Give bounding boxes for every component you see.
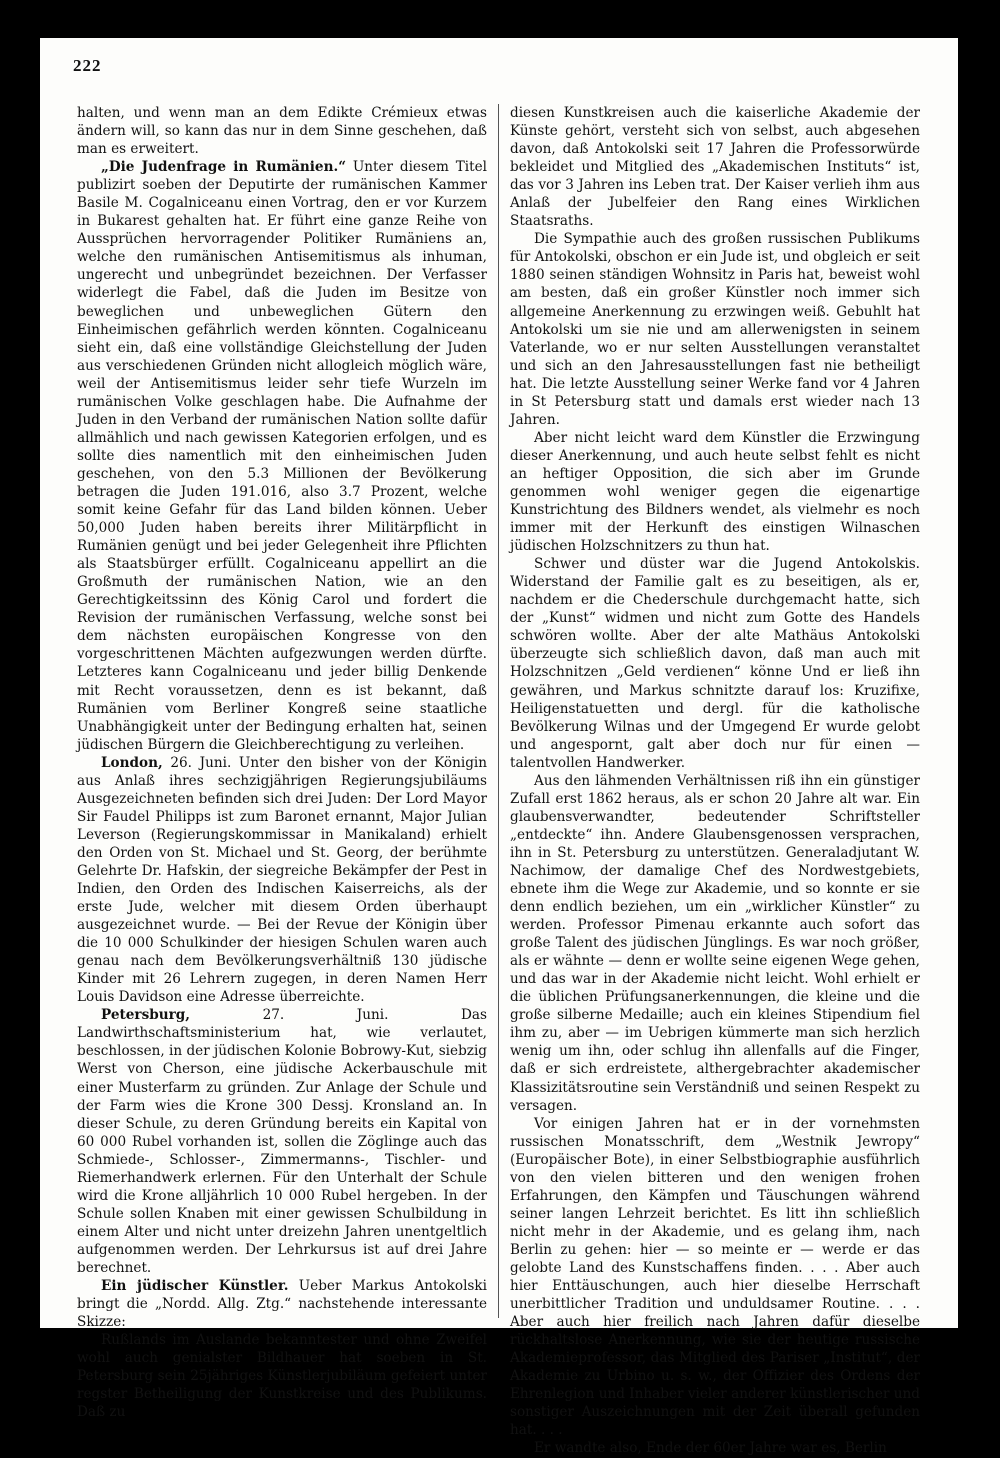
article-petersburg (77, 1006, 487, 1277)
column-divider (498, 104, 499, 1318)
article-london (77, 754, 487, 1007)
paragraph: halten, und wenn man an dem Edikte Crémieux etwas ändern will, so kann das nur in dem Sinne geschehen, daß man es erweitert. (77, 105, 487, 158)
paragraph: diesen Kunstkreisen auch die kaiserliche Akademie der Künste gehört, versteht sich von selbst, auch abgesehen davon, daß Antokolski seit 17 Jahren die Professorwürde bekleidet und Mitglied des „Akademischen Instituts“ ist, das vor 3 Jahren ins Leben trat. Der Kaiser verlieh ihm aus Anlaß der Jubelfeier den Rang eines Wirklichen Staatsraths. (510, 105, 920, 230)
article-heading: Ein jüdischer Künstler. (101, 1278, 289, 1295)
right-column (510, 104, 920, 1458)
paragraph: Vor einigen Jahren hat er in der vornehmsten russischen Monatsschrift, dem „Westnik Jewropy“ (Europäischer Bote), in einer Selbstbiographie ausführlich von den vielen bitteren und den wenigen frohen Erfahrungen, den Kämpfen und Täuschungen während seiner langen Lehrzeit berichtet. Es litt ihn schließlich nicht mehr in der Akademie, und es gelang ihm, nach Berlin zu gehen: hier — so meinte er — werde er das gelobte Land des Kunstschaffens finden. . . . Aber auch hier Enttäuschungen, auch hier dieselbe Herrschaft unerbittlicher Tradition und unduldsamer Routine. . . . Aber auch hier freilich nach Jahren dafür dieselbe rückhaltslose Anerkennung, wie sie der heutige russische Akademieprofessor, das Mitglied des Pariser „Institut“, der Akademie zu Urbino u. s. w., der Offizier des Ordens der Ehrenlegion und Inhaber vieler anderer künstlerischer und sonstiger Auszeichnungen mit der Zeit überall gefunden hat. . . . (510, 1115, 920, 1439)
paragraph: Die Sympathie auch des großen russischen Publikums für Antokolski, obschon er ein Jude ist, und obgleich er seit 1880 seinen ständigen Wohnsitz in Paris hat, beweist wohl am besten, daß ein großer Künstler noch immer sich allgemeine Anerkennung zu erzwingen weiß. Gebuhlt hat Antokolski um sie nie und am allerwenigsten in seinem Vaterlande, wo er nur selten Ausstellungen veranstaltet und sich an den Jahresausstellungen fast nie betheiligt hat. Die letzte Ausstellung seiner Werke fand vor 4 Jahren in St Petersburg statt und damals erst wieder nach 13 Jahren. (510, 231, 920, 428)
article-body: 26. Juni. Unter den bisher von der Königin aus Anlaß ihres sechzigjährigen Regierungsjubiläums Ausgezeichneten befinden sich drei Juden: Der Lord Mayor Sir Faudel Philipps ist zum Baronet ernannt, Major Julian Leverson (Regierungskommissar in Manikaland) erhielt den Orden von St. Michael und St. Georg, der berühmte Gelehrte Dr. Hafskin, der siegreiche Bekämpfer der Pest in Indien, den Orden des Indischen Kaiserreichs, als der erste Jude, welcher mit diesem Orden überhaupt ausgezeichnet wurde. — Bei der Revue der Königin über die 10 000 Schulkinder der hiesigen Schulen waren auch genau nach dem Bevölkerungsverhältniß 130 jüdische Kinder mit 26 Lehrern zugegen, in deren Namen Herr Louis Davidson eine Adresse überreichte. (77, 754, 487, 1006)
paragraph: Rußlands im Auslande bekanntester und ohne Zweifel wohl auch genialster Bildhauer hat soeben in St. Petersburg sein 25jähriges Künstlerjubiläum gefeiert unter regster Betheiligung der Kunstkreise und des Publikums. Daß zu (77, 1332, 487, 1421)
paragraph: Aber nicht leicht ward dem Künstler die Erzwingung dieser Anerkennung, und auch heute selbst fehlt es nicht an heftiger Opposition, die sich aber im Grunde genommen wohl weniger gegen die eigenartige Kunstrichtung des Bildners wendet, als vielmehr es noch immer mit der Herkunft des einstigen Wilnaschen jüdischen Holzschnitzers zu thun hat. (510, 429, 920, 555)
article-kuenstler (77, 1277, 487, 1331)
dateline: London, (101, 754, 163, 771)
article-judenfrage (77, 158, 487, 754)
article-body: Ueber Markus Antokolski bringt die „Nordd. Allg. Ztg.“ nachstehende interessante Skizze: (77, 1278, 487, 1331)
left-column (77, 104, 487, 1421)
paragraph: Aus den lähmenden Verhältnissen riß ihn ein günstiger Zufall erst 1862 heraus, als er schon 20 Jahre alt war. Ein glaubensverwandter, bedeutender Schriftsteller „entdeckte“ ihn. Andere Glaubensgenossen versprachen, ihn in St. Petersburg zu unterstützen. Generaladjutant W. Nachimow, der damalige Chef des Nordwestgebiets, ebnete ihm die Wege zur Akademie, und so konnte er sie denn endlich beziehen, um ein „wirklicher Künstler“ zu werden. Professor Pimenau erkannte auch sofort das große Talent des jüdischen Jünglings. Es war noch größer, als er wähnte — denn er wollte seine eigenen Wege gehen, und das war in der Akademie nicht leicht. Wohl erhielt er die üblichen Prüfungsanerkennungen, die kleine und die große silberne Medaille; auch ein kleines Stipendium fiel ihm zu, aber — im Uebrigen kümmerte man sich herzlich wenig um ihn, oder schlug ihn allenfalls auf die Finger, daß er sich erdreistete, althergebrachter akademischer Klassizitätsroutine sein Verständniß und seinen Respekt zu versagen. (510, 772, 920, 1114)
dateline: Petersburg, (101, 1007, 191, 1024)
article-body: 27. Juni. Das Landwirthschaftsministerium hat, wie verlautet, beschlossen, in der jüdischen Kolonie Bobrowy-Kut, siebzig Werst von Cherson, eine jüdische Ackerbauschule mit einer Musterfarm zu gründen. Zur Anlage der Schule und der Farm wies die Krone 300 Dessj. Kronsland an. In dieser Schule, zu deren Gründung bereits ein Kapital von 60 000 Rubel vorhanden ist, sollen die Zöglinge auch das Schmiede-, Schlosser-, Zimmermanns-, Tischler- und Riemerhandwerk erlernen. Für den Unterhalt der Schule wird die Krone alljährlich 10 000 Rubel hergeben. In der Schule sollen Knaben mit einer gewissen Schulbildung in einem Alter und nicht unter dreizehn Jahren unentgeltlich aufgenommen werden. Der Lehrkursus ist auf drei Jahre berechnet. (77, 1007, 487, 1276)
paragraph: Er wandte also, Ende der 60er Jahre war es, Berlin (534, 1440, 887, 1457)
article-body: Unter diesem Titel publizirt soeben der Deputirte der rumänischen Kammer Basile M. Cogalniceanu einen Vortrag, den er vor Kurzem in Bukarest gehalten hat. Er führt eine ganze Reihe von Aussprüchen hervorragender Politiker Rumäniens an, welche den rumänischen Antisemitismus als inhuman, ungerecht und unbegründet bezeichnen. Der Verfasser widerlegt die Fabel, daß die Juden im Besitze von beweglichen und unbeweglichen Gütern den Einheimischen gefährlich werden könnten. Cogalniceanu sieht ein, daß eine vollständige Gleichstellung der Juden aus verschiedenen Gründen nicht allogleich möglich wäre, weil der Antisemitismus leider sehr tiefe Wurzeln im rumänischen Volke geschlagen habe. Die Aufnahme der Juden in den Verband der rumänischen Nation sollte dafür allmählich und nach gewissen Kategorien erfolgen, und es sollte dies namentlich mit den einheimischen Juden geschehen, von den 5.3 Millionen der Bevölkerung betragen die Juden 191.016, also 3.7 Prozent, welche somit keine Gefahr für das Land bilden können. Ueber 50,000 Juden haben bereits ihrer Militärpflicht in Rumänien genügt und bei jeder Gelegenheit ihre Pflichten als Staatsbürger erfüllt. Cogalniceanu appellirt an die Großmuth der rumänischen Nation, wie an den Gerechtigkeitssinn des König Carol und fordert die Revision der rumänischen Verfassung, welche sonst bei dem nächsten europäischen Kongresse von den vorgeschrittenen Mächten aufgezwungen werden dürfte. Letzteres kann Cogalniceanu und jeder billig Denkende mit Recht voraussetzen, denn es ist bekannt, daß Rumänien vom Berliner Kongreß seine staatliche Unabhängigkeit unter der Bedingung erhalten hat, seinen jüdischen Bürgern die Gleichberechtigung zu verleihen. (77, 159, 487, 753)
article-heading: „Die Judenfrage in Rumänien.“ (101, 159, 347, 176)
newspaper-page (40, 38, 958, 1457)
page-number: 222 (73, 56, 102, 75)
paragraph: Schwer und düster war die Jugend Antokolskis. Widerstand der Familie galt es zu beseitigen, als er, nachdem er die Chederschule durchgemacht hatte, sich der „Kunst“ widmen und nicht zum Gotte des Handels schwören wollte. Aber der alte Mathäus Antokolski überzeugte sich schließlich davon, daß man auch mit Holzschnitzen „Geld verdienen“ könne Und er ließ ihn gewähren, und Markus schnitzte darauf los: Kruzifixe, Heiligenstatuetten und dergl. für die katholische Bevölkerung Wilnas und der Umgegend Er wurde gelobt und angespornt, galt aber doch nur für einen — talentvollen Handwerker. (510, 556, 920, 771)
